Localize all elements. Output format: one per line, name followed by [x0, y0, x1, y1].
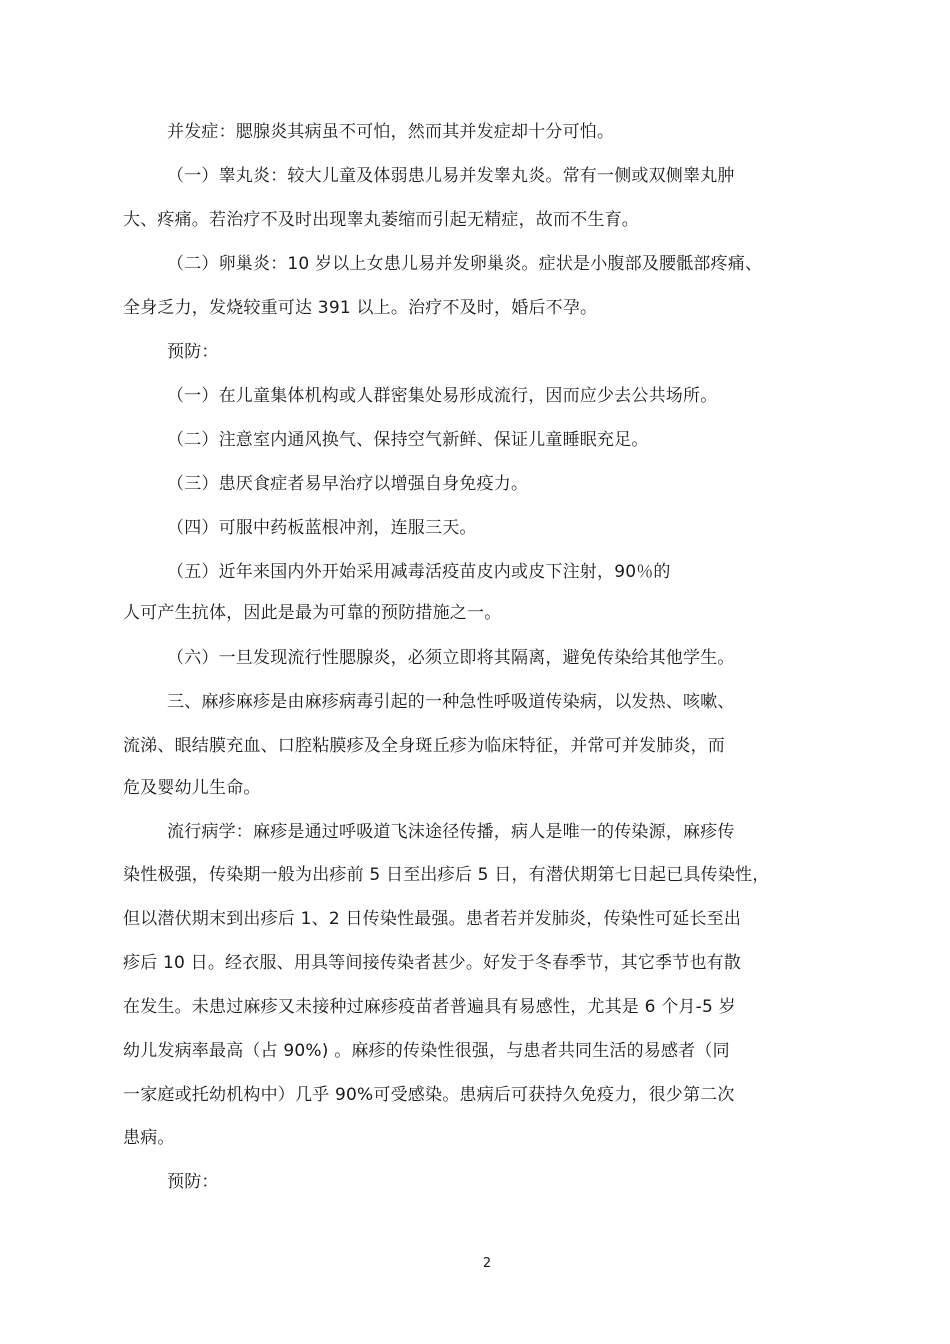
- text-line: （二）卵巢炎：10 岁以上女患儿易并发卵巢炎。症状是小腹部及腰骶部疼痛、: [167, 254, 763, 274]
- section-heading: 预防：: [167, 342, 219, 362]
- text-line: 幼儿发病率最高（占 90%) 。麻疹的传染性很强，与患者共同生活的易感者（同: [123, 1041, 730, 1061]
- text-line: 流行病学：麻疹是通过呼吸道飞沫途径传播，病人是唯一的传染源，麻疹传: [167, 822, 735, 842]
- text-line: （三）患厌食症者易早治疗以增强自身免疫力。: [167, 474, 529, 494]
- text-line: 染性极强，传染期一般为出疹前 5 日至出疹后 5 日，有潜伏期第七日起已具传染性，: [123, 865, 770, 885]
- text-line: 一家庭或托幼机构中）几乎 90%可受感染。患病后可获持久免疫力，很少第二次: [123, 1085, 735, 1105]
- text-line: （一）睾丸炎：较大儿童及体弱患儿易并发睾丸炎。常有一侧或双侧睾丸肿: [167, 166, 735, 186]
- text-line: 全身乏力，发烧较重可达 391 以上。治疗不及时，婚后不孕。: [123, 298, 598, 318]
- text-line: 在发生。未患过麻疹又未接种过麻疹疫苗者普遍具有易感性，尤其是 6 个月-5 岁: [123, 997, 736, 1017]
- page-number: 2: [482, 1256, 492, 1271]
- text-line: （一）在儿童集体机构或人群密集处易形成流行，因而应少去公共场所。: [167, 386, 718, 406]
- text-line: （六）一旦发现流行性腮腺炎，必须立即将其隔离，避免传染给其他学生。: [167, 648, 735, 668]
- text-line: 人可产生抗体，因此是最为可靠的预防措施之一。: [123, 603, 502, 623]
- text-line: 但以潜伏期末到出疹后 1、2 日传染性最强。患者若并发肺炎，传染性可延长至出: [123, 909, 742, 929]
- text-line: 流涕、眼结膜充血、口腔粘膜疹及全身斑丘疹为临床特征，并常可并发肺炎，而: [123, 736, 725, 756]
- text-line: 三、麻疹麻疹是由麻疹病毒引起的一种急性呼吸道传染病，以发热、咳嗽、: [167, 692, 735, 712]
- text-line: 并发症：腮腺炎其病虽不可怕，然而其并发症却十分可怕。: [167, 122, 615, 142]
- text-line: （二）注意室内通风换气、保持空气新鲜、保证儿童睡眠充足。: [167, 430, 649, 450]
- text-line: （四）可服中药板蓝根冲剂，连服三天。: [167, 518, 477, 538]
- text-line: 危及婴幼儿生命。: [123, 778, 261, 798]
- section-heading: 预防：: [167, 1172, 219, 1192]
- text-line: （五）近年来国内外开始采用减毒活疫苗皮内或皮下注射，90％的: [167, 562, 671, 582]
- text-line: 患病。: [123, 1128, 175, 1148]
- text-line: 疹后 10 日。经衣服、用具等间接传染者甚少。好发于冬春季节，其它季节也有散: [123, 953, 742, 973]
- text-line: 大、疼痛。若治疗不及时出现睾丸萎缩而引起无精症，故而不生育。: [123, 210, 639, 230]
